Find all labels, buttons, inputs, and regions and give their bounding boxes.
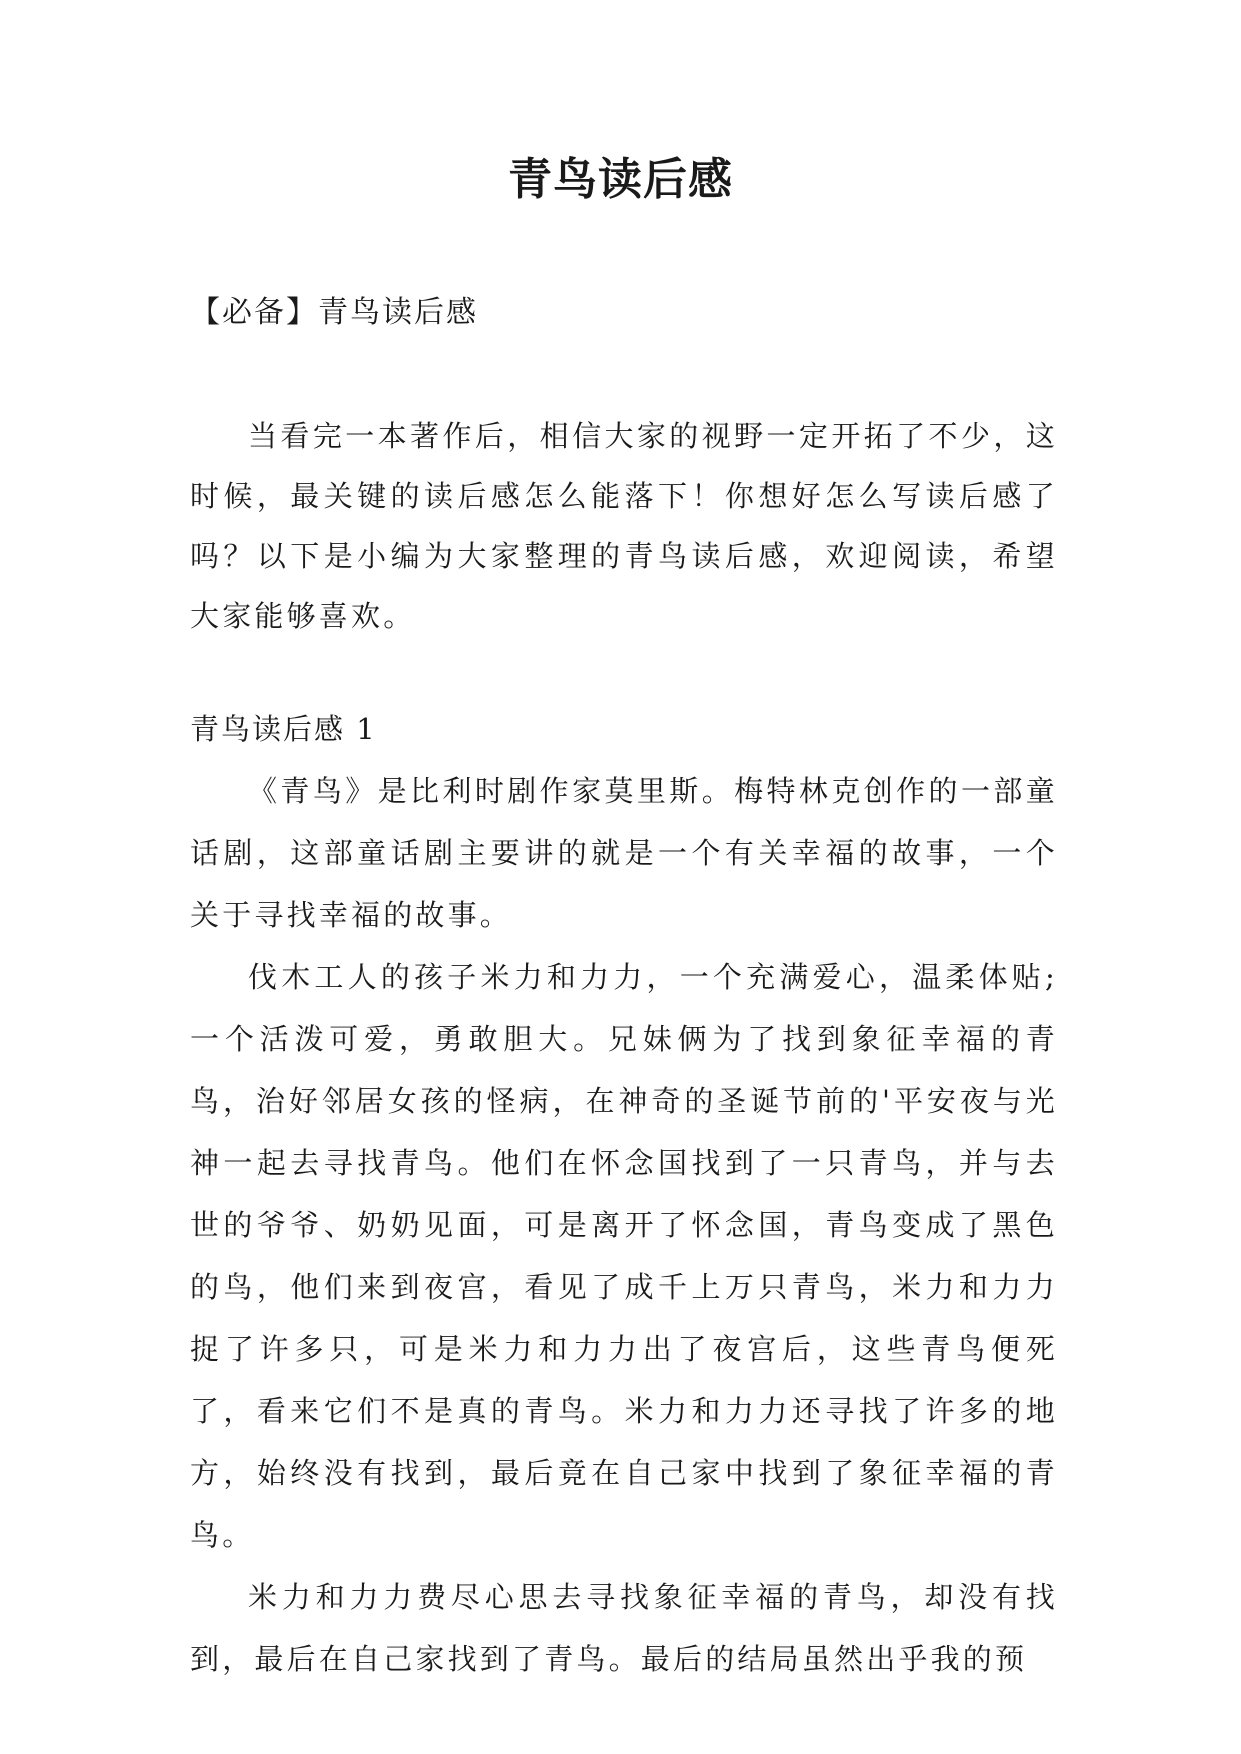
body-paragraph: 《青鸟》是比利时剧作家莫里斯。梅特林克创作的一部童话剧，这部童话剧主要讲的就是一个有关幸福的故事，一个关于寻找幸福的故事。 (190, 774, 1058, 932)
section-heading: 青鸟读后感 1 (190, 712, 377, 746)
intro-block (190, 406, 1058, 646)
section-1 (190, 698, 1058, 1690)
document-subtitle: 【必备】青鸟读后感 (190, 295, 478, 330)
body-paragraph: 伐木工人的孩子米力和力力，一个充满爱心，温柔体贴;一个活泼可爱，勇敢胆大。兄妹俩为了找到象征幸福的青鸟，治好邻居女孩的怪病，在神奇的圣诞节前的'平安夜与光神一起去寻找青鸟。他们在怀念国找到了一只青鸟，并与去世的爷爷、奶奶见面，可是离开了怀念国，青鸟变成了黑色的鸟，他们来到夜宫，看见了成千上万只青鸟，米力和力力捉了许多只，可是米力和力力出了夜宫后，这些青鸟便死了，看来它们不是真的青鸟。米力和力力还寻找了许多的地方，始终没有找到，最后竟在自己家中找到了象征幸福的青鸟。 (190, 960, 1058, 1552)
document-title: 青鸟读后感 (508, 154, 733, 205)
body-paragraph: 米力和力力费尽心思去寻找象征幸福的青鸟，却没有找到，最后在自己家找到了青鸟。最后的结局虽然出乎我的预 (190, 1580, 1058, 1676)
intro-paragraph: 当看完一本著作后，相信大家的视野一定开拓了不少，这时候，最关键的读后感怎么能落下！你想好怎么写读后感了吗？以下是小编为大家整理的青鸟读后感，欢迎阅读，希望大家能够喜欢。 (190, 419, 1058, 633)
